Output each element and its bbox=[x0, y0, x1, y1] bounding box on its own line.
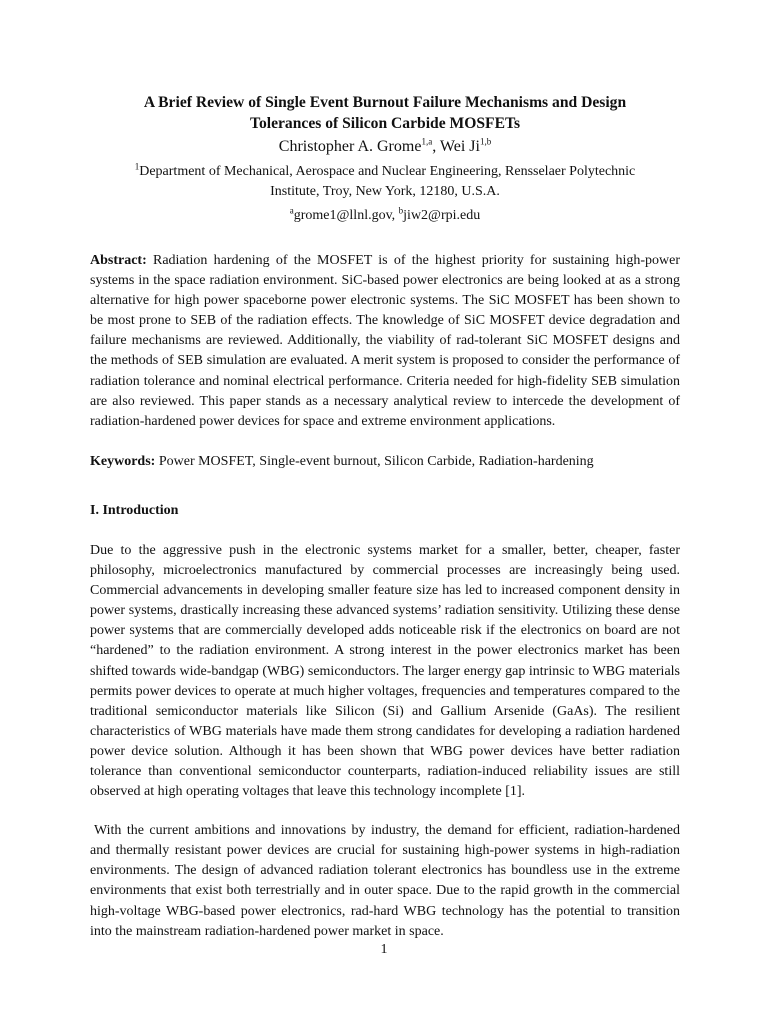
email-superscript: a bbox=[289, 205, 294, 216]
affiliation-text: Department of Mechanical, Aerospace and Nuclear Engineering, Rensselaer Polytechnic bbox=[139, 164, 636, 179]
author-list bbox=[90, 136, 680, 158]
email bbox=[398, 205, 481, 223]
abstract bbox=[90, 251, 680, 432]
author-separator: , bbox=[432, 138, 440, 155]
email-separator: , bbox=[391, 208, 399, 223]
author bbox=[279, 138, 432, 155]
email-address: jiw2@rpi.edu bbox=[403, 208, 481, 223]
email-address: grome1@llnl.gov bbox=[293, 208, 392, 223]
title-line-1: A Brief Review of Single Event Burnout Failure Mechanisms and Design bbox=[143, 94, 627, 111]
author-superscript: 1,a bbox=[421, 136, 433, 147]
affiliation-superscript: 1 bbox=[134, 161, 140, 172]
author bbox=[440, 138, 491, 155]
keywords-label: Keywords: bbox=[90, 453, 156, 469]
keywords-text: Power MOSFET, Single-event burnout, Silicon Carbide, Radiation-hardening bbox=[155, 453, 594, 469]
affiliation-line-2: Institute, Troy, New York, 12180, U.S.A. bbox=[270, 184, 500, 199]
author-superscript: 1,b bbox=[479, 136, 492, 147]
paper-title bbox=[90, 92, 680, 134]
affiliation bbox=[90, 162, 680, 202]
title-line-2: Tolerances of Silicon Carbide MOSFETs bbox=[249, 115, 521, 132]
email bbox=[289, 205, 392, 223]
author-name: Christopher A. Grome bbox=[278, 138, 422, 155]
section-heading-introduction: I. Introduction bbox=[90, 502, 179, 518]
email-list bbox=[90, 206, 680, 226]
intro-paragraph: With the current ambitions and innovations by industry, the demand for efficient, radiation-hardened and thermally resistant power devices are crucial for sustaining high-power systems in high-radiation environments. The design of advanced radiation tolerant electronics has boundless use in the extreme environments that exist both terrestrially and in outer space. Due to the rapid growth in the commercial high-voltage WBG-based power electronics, rad-hard WBG technology has the potential to transition into the mainstream radiation-hardened power market in space. bbox=[90, 823, 680, 939]
intro-paragraph: Due to the aggressive push in the electronic systems market for a smaller, better, cheaper, faster philosophy, microelectronics manufactured by commercial processes are increasingly being used. Commercial advancements in developing smaller feature size has led to increased component density in power systems, drastically increasing these advanced systems’ radiation sensitivity. Utilizing these dense power systems that are commercially developed adds noticeable risk if the electronics on board are not “hardened” to the radiation environment. A strong interest in the power electronics market has been shifted towards wide-bandgap (WBG) semiconductors. The larger energy gap intrinsic to WBG materials permits power devices to operate at much higher voltages, frequencies and temperatures compared to the traditional semiconductor materials like Silicon (Si) and Gallium Arsenide (GaAs). The resilient characteristics of WBG materials have made them strong candidates for developing a radiation hardened power device solution. Although it has been shown that WBG power devices have better radiation tolerance than conventional semiconductor counterparts, radiation-induced reliability issues are still observed at high operating voltages that leave this technology incomplete [1]. bbox=[90, 542, 680, 800]
email-superscript: b bbox=[398, 205, 404, 216]
abstract-text: Radiation hardening of the MOSFET is of the highest priority for sustaining high-power systems in the space radiation environment. SiC-based power electronics are being looked at as a strong alternative for high power spaceborne power electronic systems. The SiC MOSFET has been shown to be most prone to SEB of the radiation effects. The knowledge of SiC MOSFET device degradation and failure mechanisms are reviewed. Additionally, the viability of rad-tolerant SiC MOSFET designs and the methods of SEB simulation are evaluated. A merit system is proposed to consider the performance of radiation tolerance and nominal electrical performance. Criteria needed for high-fidelity SEB simulation are also reviewed. This paper stands as a necessary analytical review to intercede the development of radiation-hardened power devices for space and extreme environment applications. bbox=[90, 253, 680, 429]
author-name: Wei Ji bbox=[439, 138, 480, 155]
abstract-label: Abstract: bbox=[90, 253, 147, 268]
page-number: 1 bbox=[380, 942, 388, 957]
affiliation-line-1 bbox=[90, 162, 680, 182]
keywords bbox=[90, 452, 680, 472]
paper-page bbox=[90, 92, 680, 942]
